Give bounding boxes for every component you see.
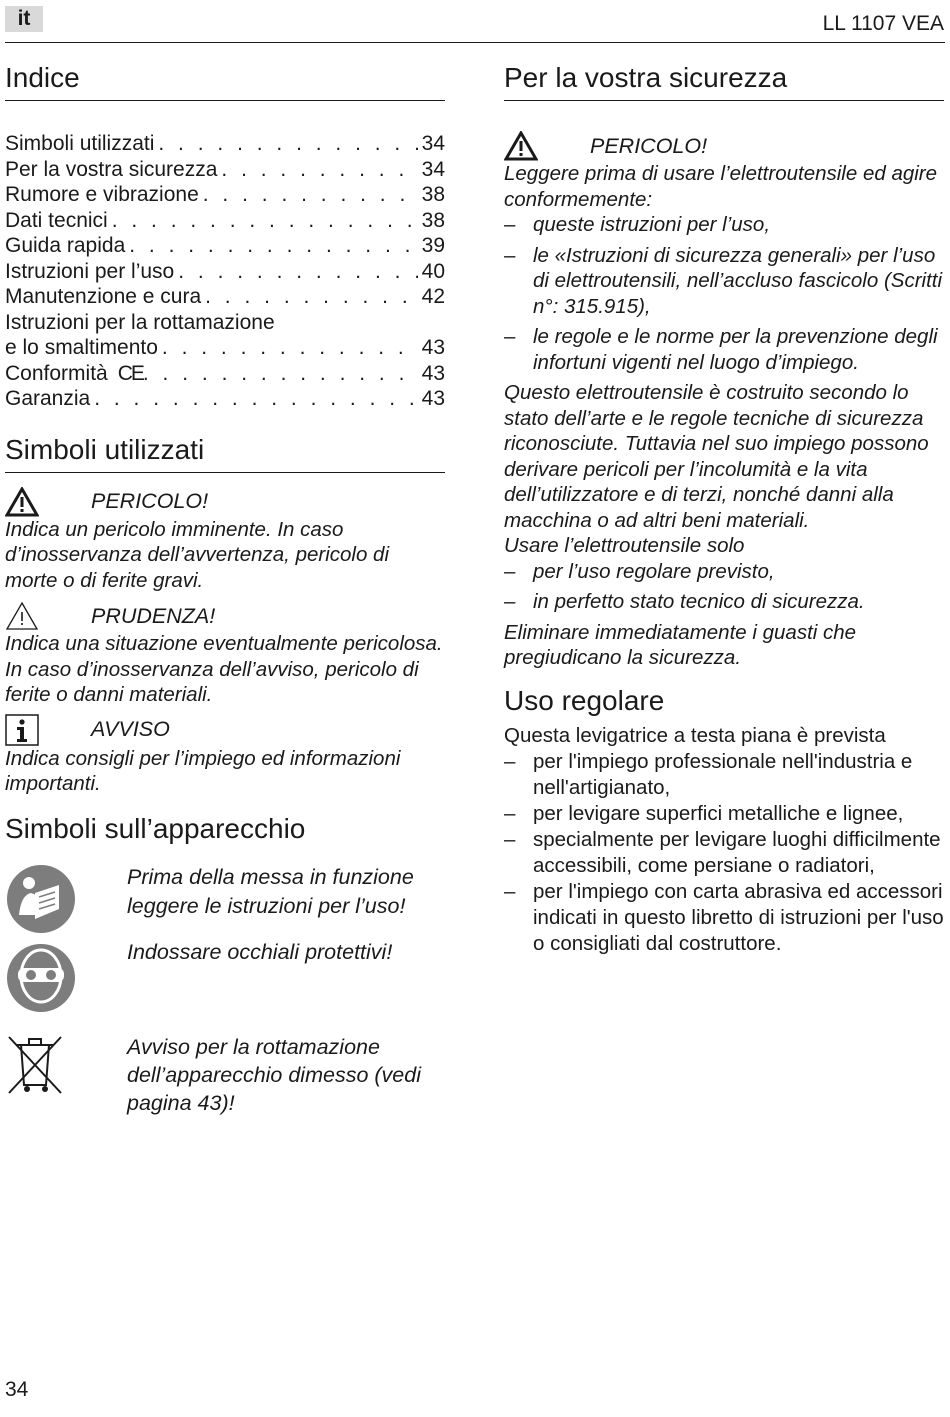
safety-intro: Leggere prima di usare l’elettroutensile ed agire conformemente: — [504, 162, 938, 211]
left-column — [5, 56, 445, 1117]
device-symbols-section — [5, 813, 445, 1117]
toc-item[interactable]: Istruzioni per l’uso . . . 40 — [5, 259, 445, 285]
toc-item[interactable]: Garanzia . . . 43 — [5, 386, 445, 412]
ce-mark: CE — [117, 361, 143, 385]
danger-text: Indica un pericolo imminente. In caso d’inosservanza dell’avvertenza, pericolo di morte o di ferite gravi. — [5, 517, 390, 592]
disposal-text: Avviso per la rottamazione dell’apparecchio dimesso (vedi pagina 43)! — [127, 1034, 421, 1115]
symbols-section — [5, 434, 445, 797]
safety-paragraph: Questo elettroutensile è costruito secondo lo stato dell’arte e le regole tecniche di sicurezza riconosciute. Tuttavia nel suo impiego possono derivare pericoli per l’incolumità e la vita dell’utilizzatore e di terzi, nonché danni alla macchina o ad altri beni materiali. — [504, 381, 929, 532]
intended-use-intro: Questa levigatrice a testa piana è prevista — [504, 723, 886, 747]
intended-use-list — [504, 749, 944, 957]
device-symbols-title: Simboli sull’apparecchio — [5, 812, 306, 844]
safety-body — [504, 161, 944, 671]
crossed-bin-icon — [5, 1033, 65, 1097]
toc-title: Indice — [5, 56, 445, 101]
list-item: – specialmente per levigare luoghi difficilmente accessibili, come persiane o radiatori, — [504, 827, 944, 879]
usage-intro: Usare l’elettroutensile solo — [504, 534, 745, 557]
toc-list — [5, 131, 445, 412]
notice-heading — [5, 714, 445, 746]
goggles-text: Indossare occhiali protettivi! — [127, 939, 393, 964]
header-divider — [5, 42, 945, 43]
usage-list — [504, 559, 944, 615]
toc-item[interactable]: Rumore e vibrazione . . . 38 — [5, 182, 445, 208]
info-icon — [5, 714, 39, 746]
notice-label: AVVISO — [91, 717, 170, 741]
toc-item[interactable]: Simboli utilizzati . . . 34 — [5, 131, 445, 157]
safety-list — [504, 212, 944, 375]
caution-label: PRUDENZA! — [91, 603, 216, 628]
intended-use-body — [504, 723, 944, 957]
caution-heading — [5, 601, 445, 631]
language-badge: it — [5, 6, 43, 32]
danger-icon — [504, 131, 538, 161]
model-number: LL 1107 VEA — [822, 12, 944, 35]
caution-text: Indica una situazione eventualmente pericolosa. In caso d’inosservanza dell’avviso, pericolo di ferite o danni materiali. — [5, 632, 443, 706]
toc-item[interactable]: Per la vostra sicurezza . . . 34 — [5, 157, 445, 183]
danger-icon — [5, 487, 39, 517]
list-item: – per l’uso regolare previsto, — [504, 559, 944, 585]
symbols-title: Simboli utilizzati — [5, 434, 445, 473]
caution-icon — [5, 601, 39, 631]
safety-closing: Eliminare immediatamente i guasti che pregiudicano la sicurezza. — [504, 620, 857, 669]
toc-item[interactable]: Istruzioni per la rottamazione — [5, 310, 275, 334]
read-manual-icon — [5, 863, 77, 935]
read-manual-text: Prima della messa in funzione leggere le istruzioni per l’uso! — [127, 864, 414, 918]
list-item: – per levigare superfici metalliche e lignee, — [504, 801, 944, 827]
toc-item[interactable]: Guida rapida . . . 39 — [5, 233, 445, 259]
toc-item[interactable]: e lo smaltimento . . . 43 — [5, 335, 445, 361]
list-item: – le regole e le norme per la prevenzione degli infortuni vigenti nel luogo d’impiego. — [504, 324, 944, 375]
right-column — [504, 56, 944, 957]
list-item: – le «Istruzioni di sicurezza generali» per l’uso di elettroutensili, nell’accluso fascicolo (Scritti n°: 315.915), — [504, 243, 944, 320]
intended-use-title: Uso regolare — [504, 684, 665, 716]
list-item: – per l'impiego professionale nell'industria e nell'artigianato, — [504, 749, 944, 801]
danger-heading — [5, 487, 445, 517]
safety-danger-label: PERICOLO! — [590, 133, 708, 158]
toc-item[interactable]: Conformità CE . . . 43 — [5, 361, 445, 387]
list-item: – queste istruzioni per l’uso, — [504, 212, 944, 238]
safety-title: Per la vostra sicurezza — [504, 56, 944, 101]
toc-item[interactable]: Manutenzione e cura . . . 42 — [5, 284, 445, 310]
list-item: – per l'impiego con carta abrasiva ed accessori indicati in questo libretto di istruzioni per l'uso o consigliati dal costruttore. — [504, 879, 944, 957]
danger-label: PERICOLO! — [91, 489, 209, 513]
safety-danger-heading — [504, 131, 944, 161]
goggles-icon — [5, 942, 77, 1014]
page-number: 34 — [5, 1378, 29, 1401]
notice-text: Indica consigli per l’impiego ed informazioni importanti. — [5, 746, 401, 795]
toc-item[interactable]: Dati tecnici . . . 38 — [5, 208, 445, 234]
list-item: – in perfetto stato tecnico di sicurezza. — [504, 589, 944, 615]
